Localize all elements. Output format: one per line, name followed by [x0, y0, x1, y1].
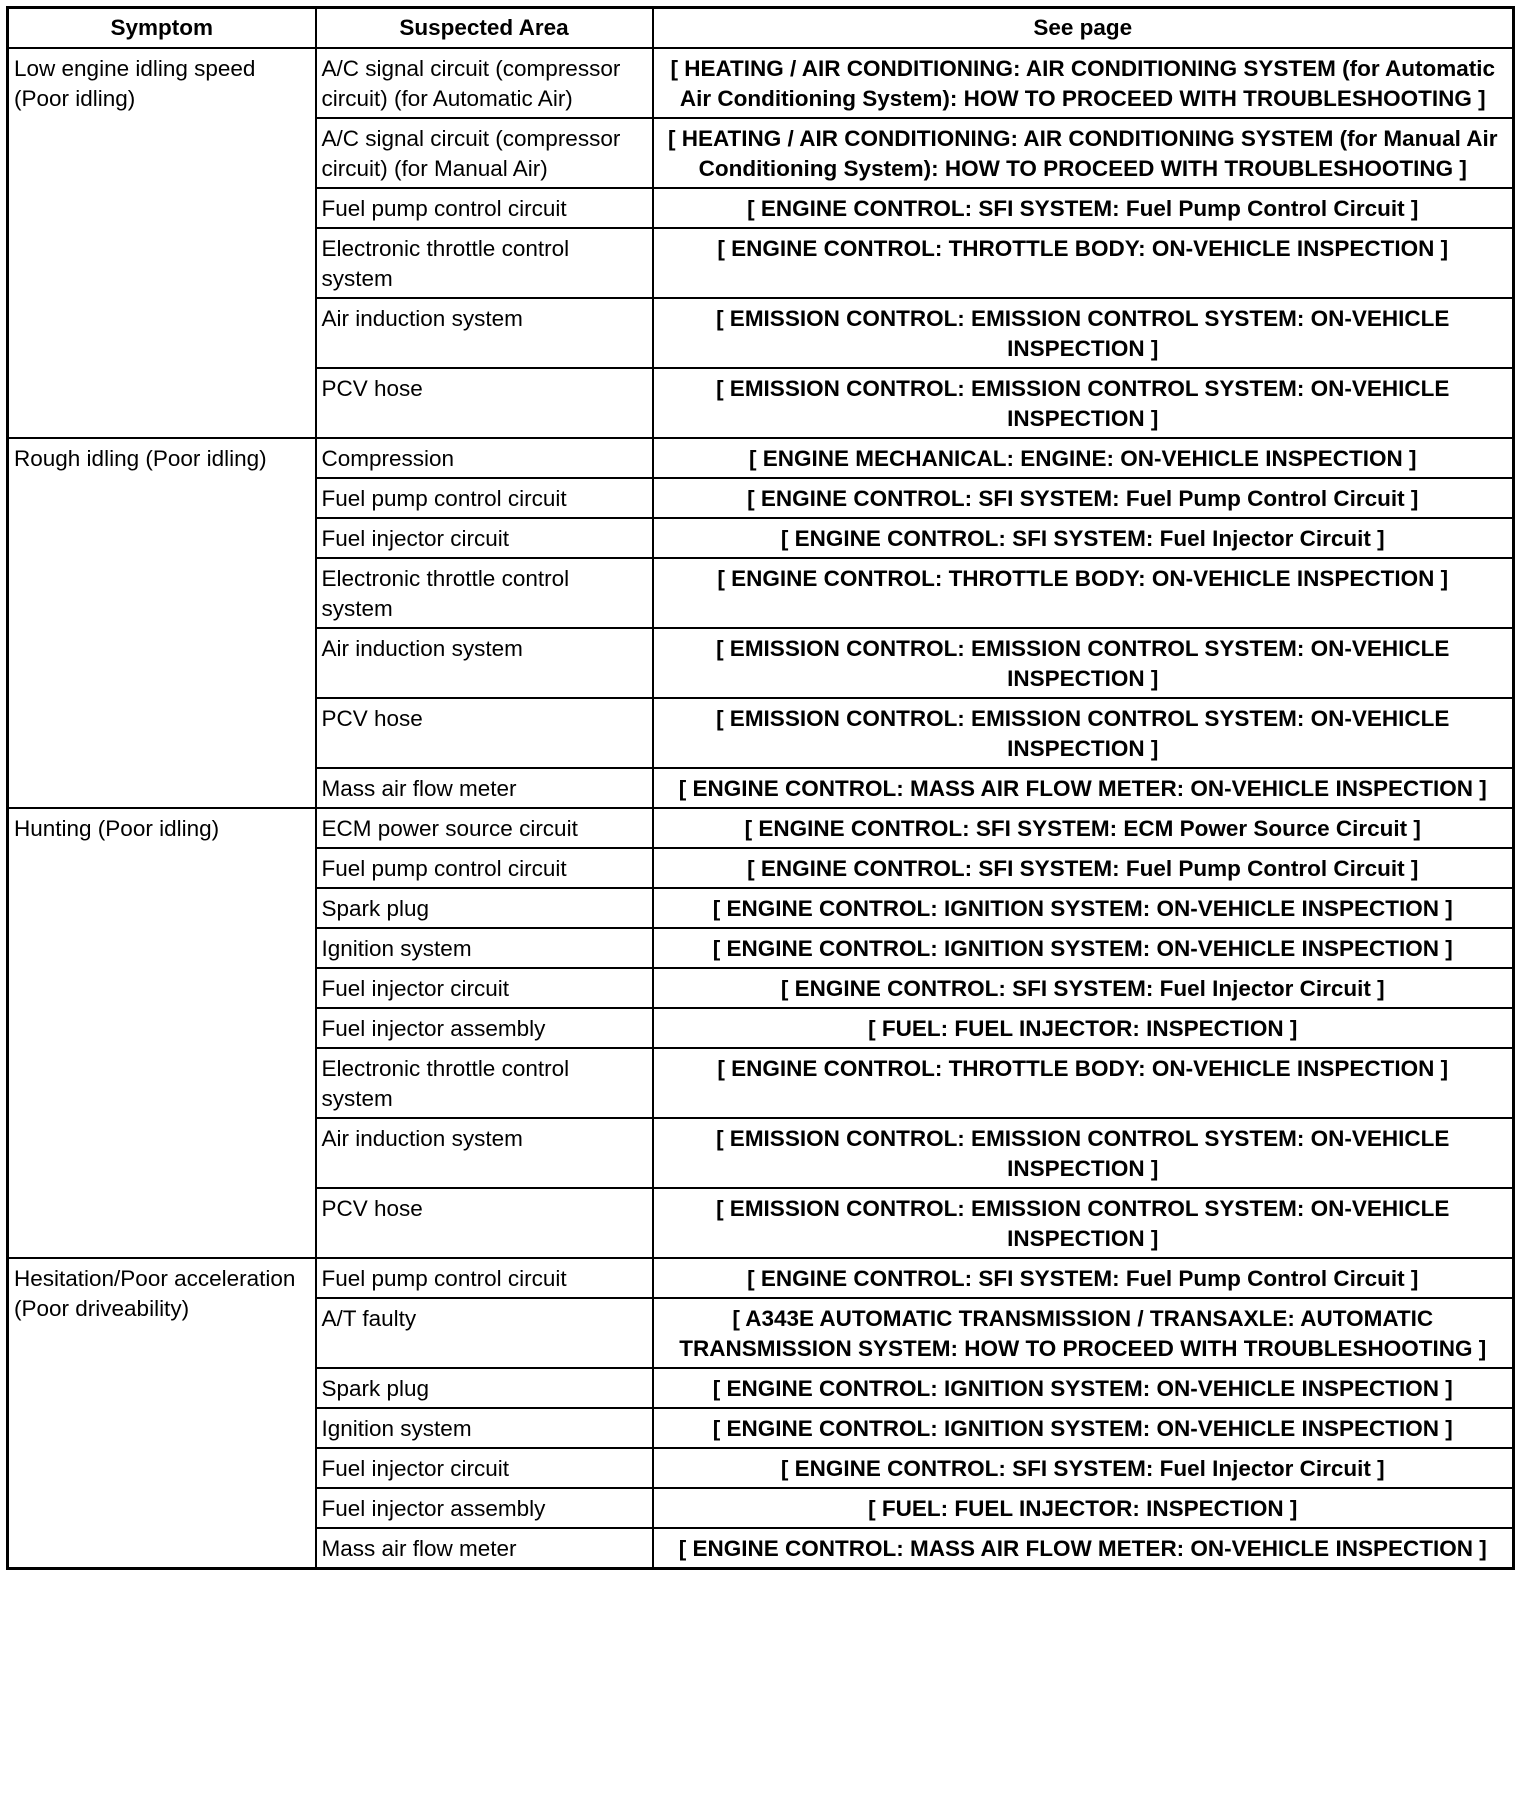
- header-suspected-area: Suspected Area: [316, 8, 653, 49]
- suspected-area-cell: Air induction system: [316, 628, 653, 698]
- suspected-area-cell: A/T faulty: [316, 1298, 653, 1368]
- see-page-reference-cell: [ ENGINE CONTROL: SFI SYSTEM: Fuel Pump Control Circuit ]: [653, 188, 1514, 228]
- see-page-reference-cell: [ EMISSION CONTROL: EMISSION CONTROL SYSTEM: ON-VEHICLE INSPECTION ]: [653, 1118, 1514, 1188]
- see-page-reference-cell: [ EMISSION CONTROL: EMISSION CONTROL SYSTEM: ON-VEHICLE INSPECTION ]: [653, 628, 1514, 698]
- suspected-area-cell: Fuel injector circuit: [316, 1448, 653, 1488]
- suspected-area-cell: Fuel injector assembly: [316, 1008, 653, 1048]
- see-page-reference-cell: [ ENGINE CONTROL: SFI SYSTEM: Fuel Pump Control Circuit ]: [653, 848, 1514, 888]
- see-page-reference-cell: [ ENGINE CONTROL: IGNITION SYSTEM: ON-VEHICLE INSPECTION ]: [653, 928, 1514, 968]
- see-page-reference-cell: [ HEATING / AIR CONDITIONING: AIR CONDITIONING SYSTEM (for Automatic Air Conditioning System): HOW TO PROCEED WITH TROUBLESHOOTING ]: [653, 48, 1514, 118]
- suspected-area-cell: Compression: [316, 438, 653, 478]
- see-page-reference-cell: [ ENGINE CONTROL: IGNITION SYSTEM: ON-VEHICLE INSPECTION ]: [653, 1368, 1514, 1408]
- see-page-reference-cell: [ A343E AUTOMATIC TRANSMISSION / TRANSAXLE: AUTOMATIC TRANSMISSION SYSTEM: HOW TO PROCEED WITH TROUBLESHOOTING ]: [653, 1298, 1514, 1368]
- troubleshooting-table: [6, 6, 1515, 1570]
- see-page-reference-cell: [ FUEL: FUEL INJECTOR: INSPECTION ]: [653, 1488, 1514, 1528]
- symptom-cell: Hesitation/Poor acceleration (Poor driveability): [8, 1258, 316, 1569]
- suspected-area-cell: Fuel pump control circuit: [316, 1258, 653, 1298]
- see-page-reference-cell: [ ENGINE CONTROL: SFI SYSTEM: Fuel Pump Control Circuit ]: [653, 478, 1514, 518]
- see-page-reference-cell: [ ENGINE CONTROL: SFI SYSTEM: Fuel Injector Circuit ]: [653, 968, 1514, 1008]
- suspected-area-cell: Fuel pump control circuit: [316, 848, 653, 888]
- suspected-area-cell: Air induction system: [316, 298, 653, 368]
- suspected-area-cell: ECM power source circuit: [316, 808, 653, 848]
- suspected-area-cell: PCV hose: [316, 368, 653, 438]
- see-page-reference-cell: [ ENGINE CONTROL: SFI SYSTEM: ECM Power Source Circuit ]: [653, 808, 1514, 848]
- suspected-area-cell: A/C signal circuit (compressor circuit) (for Manual Air): [316, 118, 653, 188]
- suspected-area-cell: Electronic throttle control system: [316, 228, 653, 298]
- suspected-area-cell: PCV hose: [316, 1188, 653, 1258]
- see-page-reference-cell: [ FUEL: FUEL INJECTOR: INSPECTION ]: [653, 1008, 1514, 1048]
- suspected-area-cell: Spark plug: [316, 888, 653, 928]
- see-page-reference-cell: [ ENGINE CONTROL: SFI SYSTEM: Fuel Pump Control Circuit ]: [653, 1258, 1514, 1298]
- symptom-cell: Rough idling (Poor idling): [8, 438, 316, 808]
- see-page-reference-cell: [ EMISSION CONTROL: EMISSION CONTROL SYSTEM: ON-VEHICLE INSPECTION ]: [653, 698, 1514, 768]
- see-page-reference-cell: [ EMISSION CONTROL: EMISSION CONTROL SYSTEM: ON-VEHICLE INSPECTION ]: [653, 1188, 1514, 1258]
- see-page-reference-cell: [ ENGINE CONTROL: THROTTLE BODY: ON-VEHICLE INSPECTION ]: [653, 228, 1514, 298]
- symptom-cell: Low engine idling speed (Poor idling): [8, 48, 316, 438]
- table-body: [8, 48, 1514, 1569]
- table-row: [8, 808, 1514, 848]
- header-see-page: See page: [653, 8, 1514, 49]
- suspected-area-cell: Mass air flow meter: [316, 768, 653, 808]
- table-row: [8, 48, 1514, 118]
- suspected-area-cell: Ignition system: [316, 928, 653, 968]
- see-page-reference-cell: [ ENGINE CONTROL: IGNITION SYSTEM: ON-VEHICLE INSPECTION ]: [653, 888, 1514, 928]
- see-page-reference-cell: [ ENGINE CONTROL: IGNITION SYSTEM: ON-VEHICLE INSPECTION ]: [653, 1408, 1514, 1448]
- see-page-reference-cell: [ ENGINE CONTROL: THROTTLE BODY: ON-VEHICLE INSPECTION ]: [653, 1048, 1514, 1118]
- suspected-area-cell: Fuel injector circuit: [316, 518, 653, 558]
- suspected-area-cell: Fuel pump control circuit: [316, 188, 653, 228]
- suspected-area-cell: Fuel injector circuit: [316, 968, 653, 1008]
- table-row: [8, 438, 1514, 478]
- suspected-area-cell: Spark plug: [316, 1368, 653, 1408]
- see-page-reference-cell: [ ENGINE CONTROL: MASS AIR FLOW METER: ON-VEHICLE INSPECTION ]: [653, 1528, 1514, 1569]
- suspected-area-cell: Mass air flow meter: [316, 1528, 653, 1569]
- suspected-area-cell: Air induction system: [316, 1118, 653, 1188]
- see-page-reference-cell: [ ENGINE CONTROL: SFI SYSTEM: Fuel Injector Circuit ]: [653, 518, 1514, 558]
- suspected-area-cell: Fuel injector assembly: [316, 1488, 653, 1528]
- suspected-area-cell: A/C signal circuit (compressor circuit) (for Automatic Air): [316, 48, 653, 118]
- symptom-cell: Hunting (Poor idling): [8, 808, 316, 1258]
- see-page-reference-cell: [ ENGINE MECHANICAL: ENGINE: ON-VEHICLE INSPECTION ]: [653, 438, 1514, 478]
- see-page-reference-cell: [ EMISSION CONTROL: EMISSION CONTROL SYSTEM: ON-VEHICLE INSPECTION ]: [653, 298, 1514, 368]
- suspected-area-cell: Electronic throttle control system: [316, 558, 653, 628]
- suspected-area-cell: Fuel pump control circuit: [316, 478, 653, 518]
- suspected-area-cell: Electronic throttle control system: [316, 1048, 653, 1118]
- see-page-reference-cell: [ ENGINE CONTROL: MASS AIR FLOW METER: ON-VEHICLE INSPECTION ]: [653, 768, 1514, 808]
- see-page-reference-cell: [ ENGINE CONTROL: SFI SYSTEM: Fuel Injector Circuit ]: [653, 1448, 1514, 1488]
- see-page-reference-cell: [ EMISSION CONTROL: EMISSION CONTROL SYSTEM: ON-VEHICLE INSPECTION ]: [653, 368, 1514, 438]
- suspected-area-cell: Ignition system: [316, 1408, 653, 1448]
- header-symptom: Symptom: [8, 8, 316, 49]
- suspected-area-cell: PCV hose: [316, 698, 653, 768]
- header-row: [8, 8, 1514, 49]
- see-page-reference-cell: [ ENGINE CONTROL: THROTTLE BODY: ON-VEHICLE INSPECTION ]: [653, 558, 1514, 628]
- see-page-reference-cell: [ HEATING / AIR CONDITIONING: AIR CONDITIONING SYSTEM (for Manual Air Conditioning System): HOW TO PROCEED WITH TROUBLESHOOTING ]: [653, 118, 1514, 188]
- table-row: [8, 1258, 1514, 1298]
